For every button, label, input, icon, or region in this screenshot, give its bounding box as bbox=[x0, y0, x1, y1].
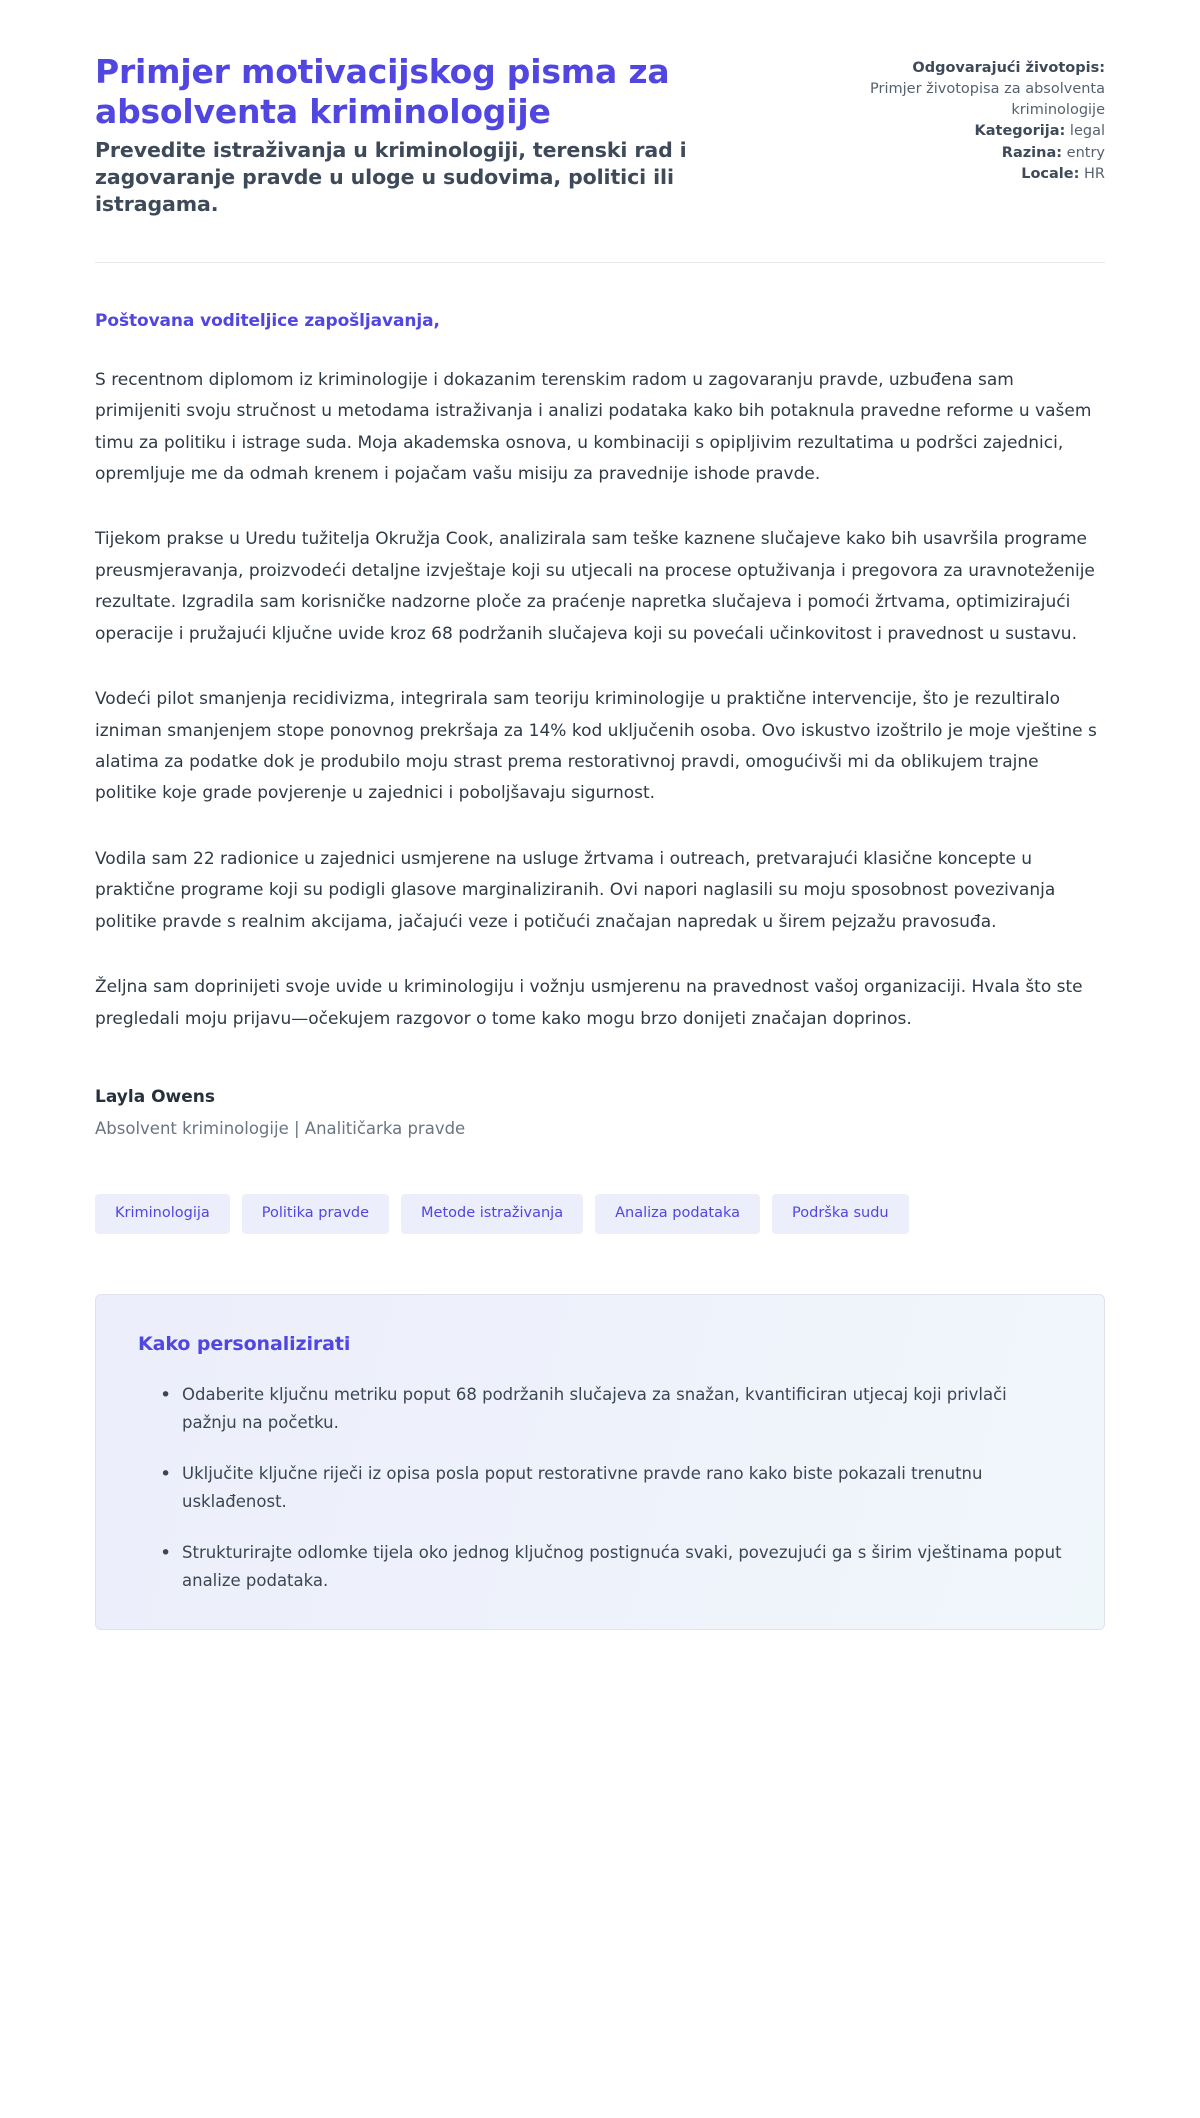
meta-row-locale bbox=[840, 164, 1105, 185]
header-metadata bbox=[840, 52, 1105, 185]
document-header bbox=[95, 0, 1105, 218]
meta-label-category: Kategorija: bbox=[974, 123, 1066, 140]
meta-row-resume bbox=[840, 58, 1105, 79]
tag-chip[interactable]: Kriminologija bbox=[95, 1194, 230, 1234]
tag-chip[interactable]: Politika pravde bbox=[242, 1194, 389, 1234]
salutation: Poštovana voditeljice zapošljavanja, bbox=[95, 310, 440, 331]
meta-row-category bbox=[840, 121, 1105, 142]
letter-paragraphs bbox=[95, 365, 1105, 1035]
meta-row-level bbox=[840, 143, 1105, 164]
meta-value-category: legal bbox=[1069, 123, 1105, 140]
tag-chip[interactable]: Metode istraživanja bbox=[401, 1194, 583, 1234]
header-title-block bbox=[95, 52, 795, 218]
signature-name: Layla Owens bbox=[95, 1087, 215, 1108]
page-subtitle: Prevedite istraživanja u kriminologiji, terenski rad i zagovaranje pravde u uloge u sudovima, politici ili istragama. bbox=[95, 137, 687, 216]
tag-chip[interactable]: Podrška sudu bbox=[772, 1194, 909, 1234]
letter-paragraph: Vodila sam 22 radionice u zajednici usmjerene na usluge žrtvama i outreach, pretvarajući klasične koncepte u praktične programe koji su podigli glasove marginaliziranih. Ovi napori naglasili su moju sposobnost povezivanja politike pravde s realnim akcijama, jačajući veze i potičući značajan napredak u širem pejzažu pravosuđa. bbox=[95, 848, 1056, 932]
tag-chip[interactable]: Analiza podataka bbox=[595, 1194, 760, 1234]
page-title: Primjer motivacijskog pisma za absolventa kriminologije bbox=[95, 52, 670, 132]
letter-paragraph: S recentnom diplomom iz kriminologije i dokazanim terenskim radom u zagovaranju pravde, uzbuđena sam primijeniti svoju stručnost u metodama istraživanja i analizi podataka kako bih potaknula pravedne reforme u vašem timu za politiku i istrage suda. Moja akademska osnova, u kombinaciji s opipljivim rezultatima u podršci zajednici, opremljuje me da odmah krenem i pojačam vašu misiju za pravednije ishode pravde. bbox=[95, 369, 1092, 484]
signature-role: Absolvent kriminologije | Analitičarka pravde bbox=[95, 1119, 466, 1139]
signature-block bbox=[95, 1087, 1105, 1138]
tag-list bbox=[95, 1194, 1105, 1234]
letter-paragraph: Željna sam doprinijeti svoje uvide u kriminologiju i vožnju usmjerenu na pravednost vašoj organizaciji. Hvala što ste pregledali moju prijavu—očekujem razgovor o tome kako mogu brzo donijeti značajan doprinos. bbox=[95, 977, 1083, 1029]
letter-paragraph: Tijekom prakse u Uredu tužitelja Okružja Cook, analizirala sam teške kaznene slučajeve kako bih usavršila programe preusmjeravanja, proizvodeći detaljne izvještaje koji su utjecali na procese optuživanja i pregovora za uravnoteženije rezultate. Izgradila sam korisničke nadzorne ploče za praćenje napretka slučajeva i pomoći žrtvama, optimizirajući operacije i pružajući ključne uvide kroz 68 podržanih slučajeva koji su povećali učinkovitost i pravednost u sustavu. bbox=[95, 529, 1095, 644]
tips-list-item: • Uključite ključne riječi iz opisa posla poput restorativne pravde rano kako biste pokazali trenutnu usklađenost. bbox=[160, 1460, 1062, 1517]
personalization-tips-panel bbox=[95, 1294, 1105, 1630]
cover-letter-body bbox=[95, 263, 1105, 1631]
meta-value-locale: HR bbox=[1084, 165, 1105, 182]
meta-row-resume-value bbox=[840, 79, 1105, 121]
meta-value-resume: Primjer životopisa za absolventa kriminologije bbox=[870, 81, 1105, 119]
meta-label-locale: Locale: bbox=[1021, 165, 1080, 182]
meta-label-level: Razina: bbox=[1001, 144, 1063, 161]
tips-list-item: • Odaberite ključnu metriku poput 68 podržanih slučajeva za snažan, kvantificiran utjecaj koji privlači pažnju na početku. bbox=[160, 1381, 1062, 1438]
letter-paragraph: Vodeći pilot smanjenja recidivizma, integrirala sam teoriju kriminologije u praktične intervencije, što je rezultiralo izniman smanjenjem stope ponovnog prekršaja za 14% kod uključenih osoba. Ovo iskustvo izoštrilo je moje vještine s alatima za podatke dok je produbilo moju strast prema restorativnoj pravdi, omogućivši mi da oblikujem trajne politike koje grade povjerenje u zajednici i poboljšavaju sigurnost. bbox=[95, 689, 1097, 804]
tips-list bbox=[138, 1381, 1062, 1595]
tips-list-item: • Strukturirajte odlomke tijela oko jednog ključnog postignuća svaki, povezujući ga s širim vještinama poput analize podataka. bbox=[160, 1539, 1062, 1596]
meta-label-resume: Odgovarajući životopis: bbox=[912, 60, 1105, 76]
tips-panel-title: Kako personalizirati bbox=[138, 1333, 351, 1356]
meta-value-level: entry bbox=[1066, 144, 1105, 161]
